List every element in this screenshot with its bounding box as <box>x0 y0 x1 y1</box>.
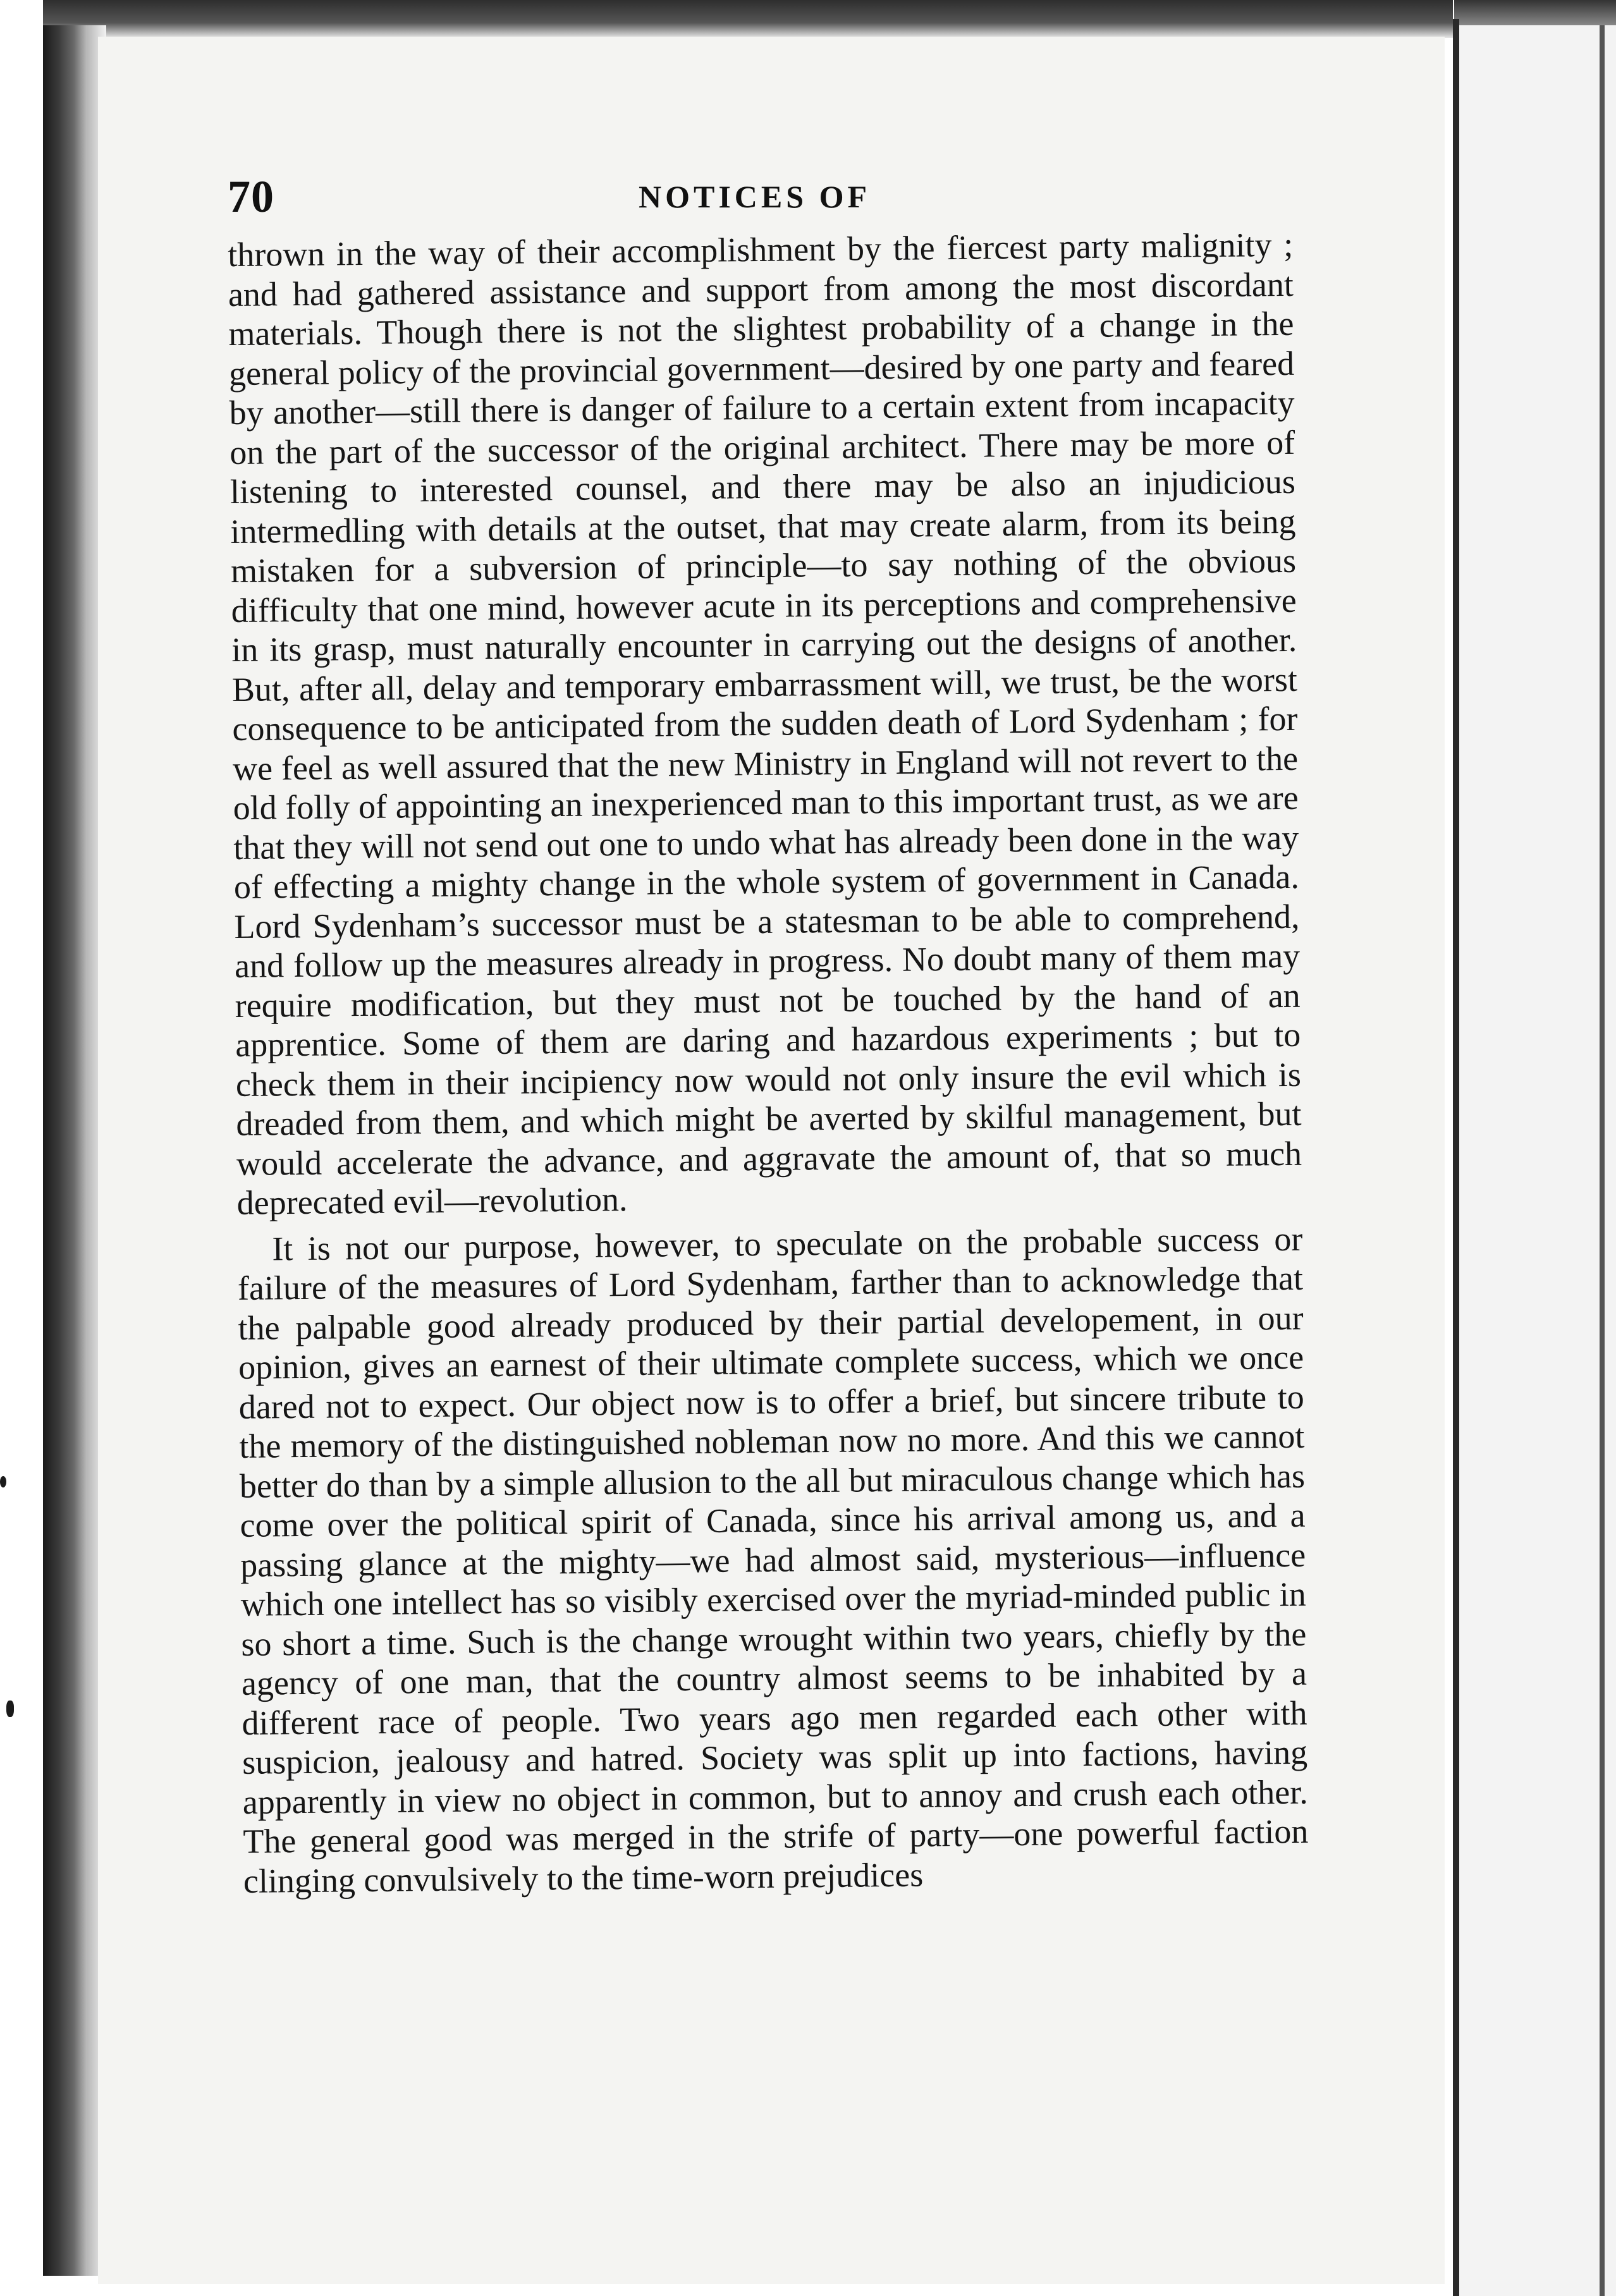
page-gutter <box>1453 19 1459 2296</box>
scan-top-edge <box>43 0 1453 38</box>
body-text <box>228 225 1312 2207</box>
running-head: NOTICES OF <box>639 179 871 214</box>
page-header <box>228 171 1302 234</box>
paragraph: thrown in the way of their accomplishment by the fiercest party malignity ; and had gathered assistance and support from among the most discordant materials. Though there is not the slightest probability of a change in the general policy of the provincial government—desired by one party and feared by another—still there is danger of failure to a certain extent from incapacity on the part of the successor of the original architect. There may be more of listening to interested counsel, and there may be also an injudicious intermedling with details at the outset, that may create alarm, from its being mistaken for a subversion of principle—to say nothing of the obvious difficulty that one mind, however acute in its perceptions and comprehensive in its grasp, must naturally encounter in carrying out the designs of another. But, after all, delay and temporary embarrassment will, we trust, be the worst consequence to be anticipated from the sudden death of Lord Sydenham ; for we feel as well assured that the new Ministry in England will not revert to the old folly of appointing an inexperienced man to this important trust, as we are that they will not send out one to undo what has already been done in the way of effecting a mighty change in the whole system of government in Canada. Lord Sydenham’s successor must be a statesman to be able to comprehend, and follow up the measures already in progress. No doubt many of them may require modification, but they must not be touched by the hand of an apprentice. Some of them are daring and hazardous experiments ; but to check them in their incipiency now would not only insure the evil which is dreaded from them, and which might be averted by skilful management, but would accelerate the advance, and aggravate the amount of, that so much deprecated evil—revolution. <box>228 225 1302 1222</box>
scan-top-edge-right <box>1454 0 1616 25</box>
margin-mark <box>6 1701 14 1717</box>
binding-edge <box>43 25 87 2276</box>
paragraph: It is not our purpose, however, to speculate on the probable success or failure of the measures of Lord Sydenham, farther than to acknowledge that the palpable good already produced by their partial developement, in our opinion, gives an earnest of their ultimate complete success, which we once dared not to expect. Our object now is to offer a brief, but sincere tribute to the memory of the distinguished nobleman now no more. And this we cannot better do than by a simple allusion to the all but miraculous change which has come over the political spirit of Canada, since his arrival among us, and a passing glance at the mighty—we had almost said, mysterious—influence which one intellect has so visibly exercised over the myriad-minded public in so short a time. Such is the change wrought within two years, chiefly by the agency of one man, that the country almost seems to be inhabited by a different race of people. Two years ago men regarded each other with suspicion, jealousy and hatred. Society was split up into factions, having apparently in view no object in common, but to annoy and crush each other. The general good was merged in the strife of party—one powerful faction clinging convulsively to the time-worn prejudices <box>237 1219 1309 1900</box>
margin-mark <box>0 1476 6 1487</box>
facing-page <box>1459 25 1616 2296</box>
page-number: 70 <box>228 171 274 222</box>
facing-page-edge <box>1600 25 1605 2296</box>
